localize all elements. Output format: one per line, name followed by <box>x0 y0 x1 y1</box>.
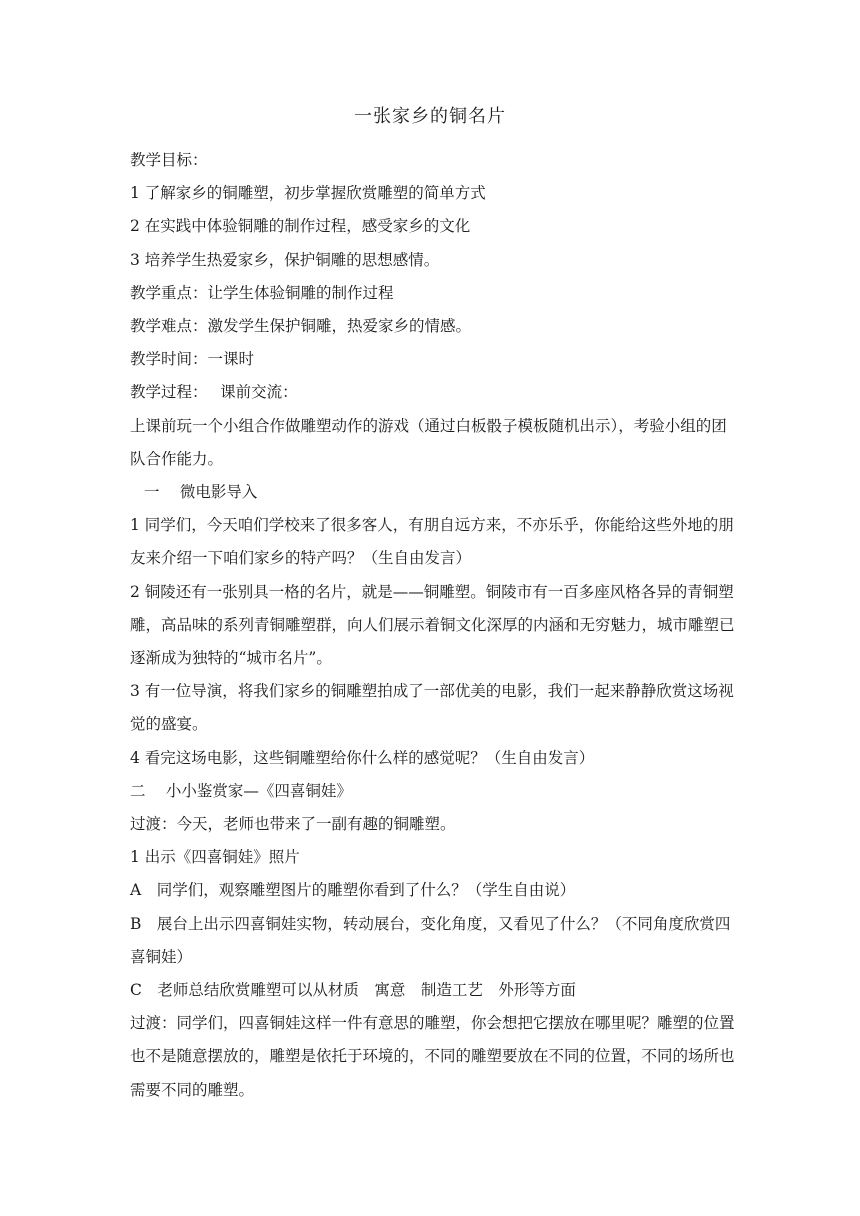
pre-class-activity: 上课前玩一个小组合作做雕塑动作的游戏（通过白板骰子模板随机出示），考验小组的团队合作能力。 <box>130 416 727 468</box>
teaching-time: 教学时间：一课时 <box>130 350 255 369</box>
section-heading-appreciation: 二 小小鉴赏家—《四喜铜娃》 <box>130 781 352 800</box>
document-body <box>130 144 736 1107</box>
teaching-process-heading: 教学过程： 课前交流： <box>130 383 298 402</box>
sub-step-paragraph: C 老师总结欣赏雕塑可以从材质 寓意 制造工艺 外形等方面 <box>130 981 576 1000</box>
objective-item: 2 在实践中体验铜雕的制作过程，感受家乡的文化 <box>130 217 471 236</box>
step-paragraph: 2 铜陵还有一张别具一格的名片，就是——铜雕塑。铜陵市有一百多座风格各异的青铜塑雕，高品味的系列青铜雕塑群，向人们展示着铜文化深厚的内涵和无穷魅力，城市雕塑已逐渐成为独特的“城市名片”。 <box>130 582 735 668</box>
teaching-key-point: 教学重点：让学生体验铜雕的制作过程 <box>130 283 394 302</box>
objective-item: 3 培养学生热爱家乡，保护铜雕的思想感情。 <box>130 250 440 269</box>
document-title: 一张家乡的铜名片 <box>354 106 506 127</box>
teaching-difficulty: 教学难点：激发学生保护铜雕，热爱家乡的情感。 <box>130 317 472 336</box>
sub-step-paragraph: B 展台上出示四喜铜娃实物，转动展台，变化角度，又看见了什么？（不同角度欣赏四喜铜娃） <box>130 914 731 966</box>
step-paragraph: 1 同学们，今天咱们学校来了很多客人，有朋自远方来，不亦乐乎，你能给这些外地的朋友来介绍一下咱们家乡的特产吗？（生自由发言） <box>130 516 734 568</box>
step-paragraph: 3 有一位导演，将我们家乡的铜雕塑拍成了一部优美的电影，我们一起来静静欣赏这场视觉的盛宴。 <box>130 682 734 734</box>
section-heading-micro-film: 一 微电影导入 <box>144 483 258 502</box>
step-paragraph: 1 出示《四喜铜娃》照片 <box>130 848 300 867</box>
step-paragraph: 4 看完这场电影，这些铜雕塑给你什么样的感觉呢？（生自由发言） <box>130 748 595 767</box>
section-heading-objectives: 教学目标： <box>130 151 208 169</box>
transition-paragraph: 过渡：同学们，四喜铜娃这样一件有意思的雕塑，你会想把它摆放在哪里呢？雕塑的位置也不是随意摆放的，雕塑是依托于环境的，不同的雕塑要放在不同的位置，不同的场所也需要不同的雕塑。 <box>130 1014 735 1099</box>
transition-paragraph: 过渡：今天，老师也带来了一副有趣的铜雕塑。 <box>130 815 456 834</box>
objective-item: 1 了解家乡的铜雕塑，初步掌握欣赏雕塑的简单方式 <box>130 184 486 203</box>
sub-step-paragraph: A 同学们，观察雕塑图片的雕塑你看到了什么？（学生自由说） <box>130 881 576 900</box>
